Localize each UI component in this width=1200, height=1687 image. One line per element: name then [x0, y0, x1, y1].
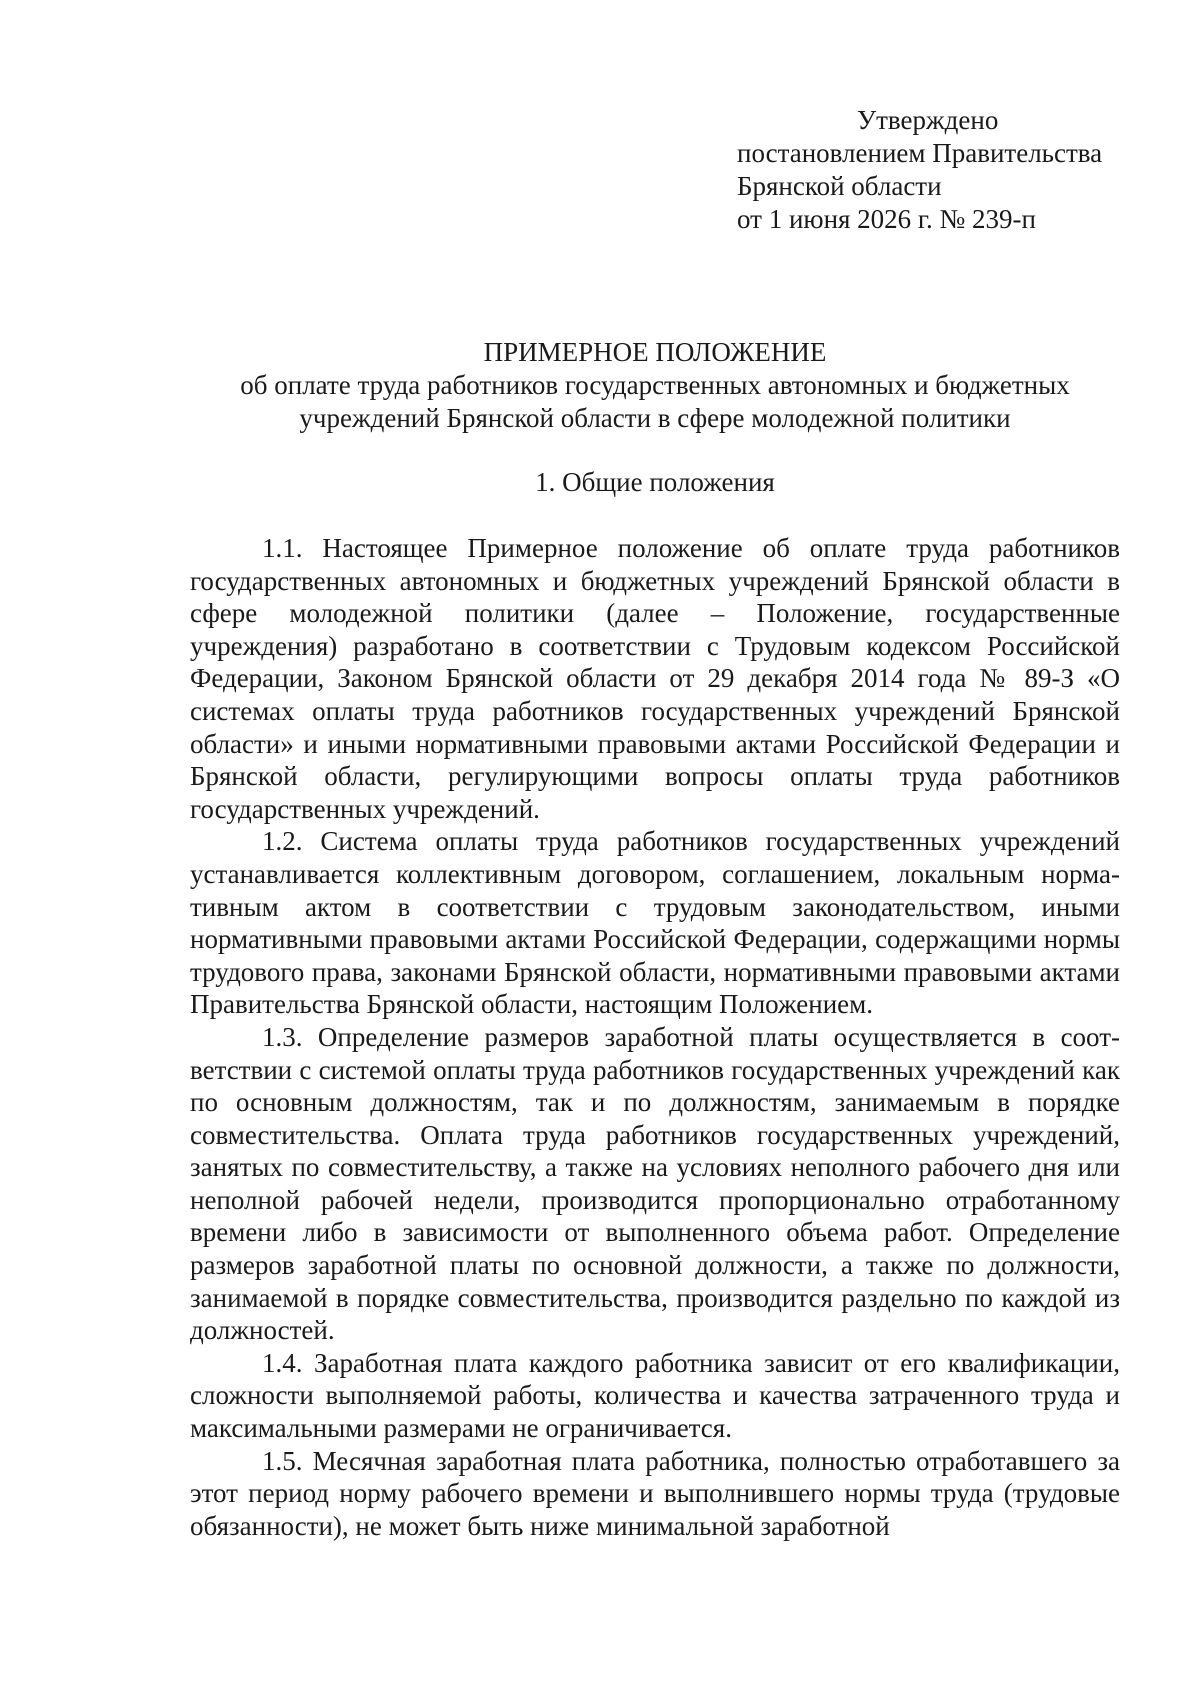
document-title	[190, 336, 1120, 435]
approval-line-region: Брянской области	[737, 171, 942, 201]
paragraph-1-3: 1.3. Определение размеров заработной платы осуществляется в соответствии с системой оплаты труда работников государственных учреждений как по основным должностям, так и по должностям, занимаемым в порядке совместительства. Оплата труда работников государственных учреждений, занятых по совместительству, а также на условиях неполного рабочего дня или неполной рабочей недели, производится пропорционально отработанному времени либо в зависимости от выполненного объема работ. Определение размеров заработной платы по основной должности, а также по должности, занимаемой в порядке совместительства, производится раздельно по каждой из должностей.	[190, 1021, 1120, 1346]
paragraph-1-4: 1.4. Заработная плата каждого работника зависит от его квалификации, сложности выполняемой работы, количества и качества затраченного труда и максимальными размерами не ограничивается.	[190, 1347, 1120, 1444]
document-body	[190, 532, 1120, 1542]
approval-line-date-number: от 1 июня 2026 г. № 239-п	[737, 204, 1036, 234]
approval-stamp	[737, 104, 1137, 236]
paragraph-1-1: 1.1. Настоящее Примерное положение об оплате труда работников государственных автономных и бюджетных учреждений Брянской области в сфере молодежной политики (далее – Положение, государственные учреждения) разработано в соответствии с Трудовым кодексом Российской Федерации, Законом Брянской области от 29 декабря 2014 года № 89-З «О системах оплаты труда работников государственных учреждений Брянской области» и иными нормативными правовыми актами Российской Федерации и Брянской области, регулирующими вопросы оплаты труда работников государственных учреждений.	[190, 533, 1120, 824]
title-subtitle-line-2: учреждений Брянской области в сфере молодежной политики	[299, 403, 1011, 433]
paragraph-1-2: 1.2. Система оплаты труда работников государственных учреждений устанавливается коллективным договором, соглашением, локальным нормативным актом в соответствии с трудовым законодательством, иными нормативными правовыми актами Российской Федерации, содержащими нормы трудового права, законами Брянской области, нормативными правовыми актами Правительства Брянской области, настоящим Положением.	[190, 826, 1120, 1020]
title-subtitle-line-1: об оплате труда работников государственных автономных и бюджетных	[240, 370, 1070, 400]
section-heading-general: 1. Общие положения	[535, 467, 775, 497]
paragraph-1-5: 1.5. Месячная заработная плата работника, полностью отработавшего за этот период норму рабочего времени и выполнившего нормы труда (трудовые обязанности), не может быть ниже минимальной заработной	[190, 1445, 1120, 1541]
title-heading: ПРИМЕРНОЕ ПОЛОЖЕНИЕ	[483, 337, 827, 367]
approval-line-approved: Утверждено	[857, 105, 999, 135]
approval-line-resolution: постановлением Правительства	[737, 138, 1103, 168]
